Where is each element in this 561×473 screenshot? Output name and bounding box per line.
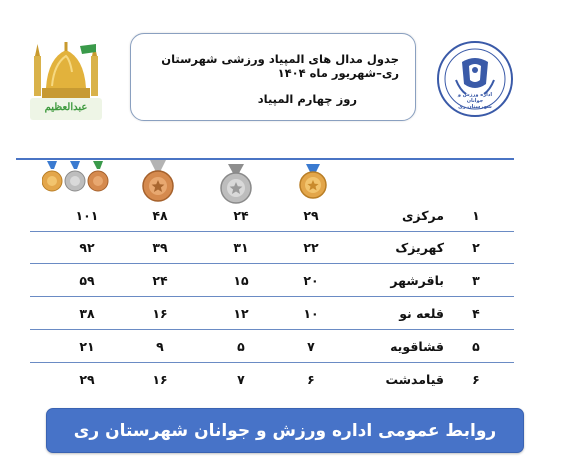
row-divider [30,329,514,330]
header-divider [16,158,514,160]
title-box [130,33,416,121]
name-cell: قشاقویه [390,339,444,354]
shrine-image [26,38,106,122]
gold-cell: ۲۹ [303,208,319,223]
silver-cell: ۱۲ [233,306,249,321]
total-cell: ۵۹ [79,273,95,288]
table-row [30,232,514,264]
shrine-caption: عبدالعظیم [44,102,88,113]
total-cell: ۳۸ [79,306,95,321]
page-title: جدول مدال های المپیاد ورزشی شهرستان ری–شهریور ماه ۱۴۰۴ [161,52,399,80]
table-row [30,298,514,330]
bronze-cell: ۱۶ [152,306,168,321]
silver-cell: ۳۱ [233,240,249,255]
rank-cell: ۴ [472,306,480,321]
name-cell: باقرشهر [390,273,444,288]
table-row [30,200,514,232]
bronze-cell: ۲۴ [152,273,168,288]
table-row [30,331,514,363]
table-row [30,265,514,297]
gold-cell: ۲۲ [303,240,319,255]
table-row [30,364,514,396]
gold-medal-icon [298,164,328,200]
rank-cell: ۲ [472,240,480,255]
total-cell: ۱۰۱ [75,208,99,223]
name-cell: کهریزک [395,240,444,255]
rank-cell: ۶ [472,372,480,387]
bronze-cell: ۹ [156,339,164,354]
rank-cell: ۱ [472,208,480,223]
bronze-cell: ۴۸ [152,208,168,223]
bronze-medal-icon [141,160,175,202]
row-divider [30,362,514,363]
bronze-cell: ۳۹ [152,240,168,255]
org-logo [436,40,514,118]
gold-cell: ۶ [307,372,315,387]
silver-cell: ۲۴ [233,208,249,223]
bronze-cell: ۱۶ [152,372,168,387]
name-cell: مرکزی [401,208,444,223]
total-cell: ۹۲ [79,240,95,255]
rank-cell: ۳ [472,273,480,288]
gold-cell: ۷ [307,339,315,354]
gold-cell: ۲۰ [303,273,319,288]
footer-banner-text: روابط عمومی اداره ورزش و جوانان شهرستان ری [73,421,497,441]
silver-medal-icon [219,164,253,204]
rank-cell: ۵ [472,339,480,354]
gold-cell: ۱۰ [303,306,319,321]
total-medals-icon [42,161,110,193]
row-divider [30,263,514,264]
footer-banner [46,408,524,453]
name-cell: قیامدشت [385,372,444,387]
row-divider [30,296,514,297]
logo-caption: اداره ورزش و جوانان شهرستان ری [457,92,493,110]
total-cell: ۲۱ [79,339,95,354]
silver-cell: ۷ [237,372,245,387]
silver-cell: ۱۵ [233,273,249,288]
name-cell: قلعه نو [399,306,444,321]
total-cell: ۲۹ [79,372,95,387]
page-subtitle: روز چهارم المپیاد [257,92,357,106]
silver-cell: ۵ [237,339,245,354]
